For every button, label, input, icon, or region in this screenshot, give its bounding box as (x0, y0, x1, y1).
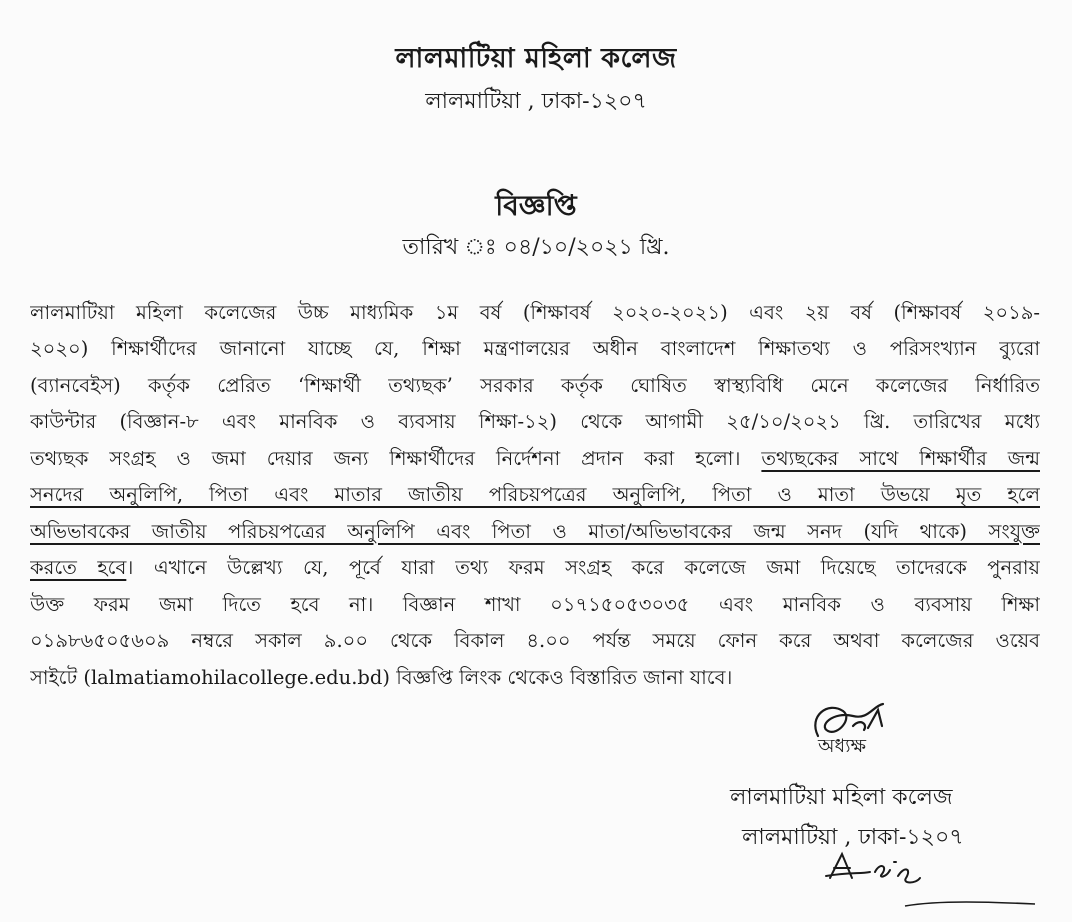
body-line (30, 441, 1040, 477)
body-line (30, 331, 1040, 367)
body-line (30, 295, 1040, 331)
underlined-text: অভিভাবকের জাতীয় পরিচয়পত্রের অনুলিপি এবং পিতা ও মাতা/অভিভাবকের জন্ম সনদ (যদি থাকে) সংযুক্ত (30, 519, 1040, 543)
body-text-segment: সাইটে (lalmatiamohilacollege.edu.bd) বিজ্ঞপ্তি লিংক থেকেও বিস্তারিত জানা যাবে। (30, 665, 733, 689)
body-text-segment: কাউন্টার (বিজ্ঞান-৮ এবং মানবিক ও ব্যবসায় শিক্ষা-১২) থেকে আগামী ২৫/১০/২০২১ খ্রি. তারিখের মধ্যে (30, 410, 1040, 434)
body-text-segment: ২০২০) শিক্ষার্থীদের জানানো যাচ্ছে যে, শিক্ষা মন্ত্রণালয়ের অধীন বাংলাদেশ শিক্ষাতথ্য ও পরিসংখ্যান ব্যুরো (30, 337, 1040, 361)
notice-title: বিজ্ঞপ্তি (495, 189, 577, 222)
notice-body (30, 295, 1040, 696)
body-text-segment: লালমাটিয়া মহিলা কলেজের উচ্চ মাধ্যমিক ১ম বর্ষ (শিক্ষাবর্ষ ২০২০-২০২১) এবং ২য় বর্ষ (শিক্ষাবর্ষ ২০১৯- (30, 301, 1040, 324)
body-line (30, 550, 1040, 586)
underlined-text: সনদের অনুলিপি, পিতা এবং মাতার জাতীয় পরিচয়পত্রের অনুলিপি, পিতা ও মাতা উভয়ে মৃত হলে (30, 483, 1040, 507)
body-text-segment: তথ্যছক সংগ্রহ ও জমা দেয়ার জন্য শিক্ষার্থীদের নির্দেশনা প্রদান করা হলো। (30, 446, 762, 470)
signatory-college: লালমাটিয়া মহিলা কলেজ (730, 785, 953, 810)
college-name: লালমাটিয়া মহিলা কলেজ (395, 43, 677, 74)
body-line (30, 477, 1040, 513)
body-line (30, 514, 1040, 550)
body-text-segment: । এখানে উল্লেখ্য যে, পূর্বে যারা তথ্য ফরম সংগ্রহ করে কলেজে জমা দিয়েছে তাদেরকে পুনরায় (126, 556, 1040, 580)
signatory-role: অধ্যক্ষ (818, 735, 867, 757)
body-line (30, 587, 1040, 623)
signatory-address: লালমাটিয়া , ঢাকা-১২০৭ (742, 825, 964, 850)
body-line (30, 660, 1040, 696)
underlined-text: তথ্যছকের সাথে শিক্ষার্থীর জন্ম (761, 446, 1040, 470)
body-line (30, 368, 1040, 404)
underlined-text: করতে হবে (30, 556, 127, 580)
handwritten-initials-and-date (820, 848, 1040, 922)
body-text-segment: ০১৯৮৬৫০৫৬০৯ নম্বরে সকাল ৯.০০ থেকে বিকাল ৪.০০ পর্যন্ত সময়ে ফোন করে অথবা কলেজের ওয়েব (30, 629, 1040, 653)
body-text-segment: উক্ত ফরম জমা দিতে হবে না। বিজ্ঞান শাখা ০১৭১৫০৫৩০৩৫ এবং মানবিক ও ব্যবসায় শিক্ষা (30, 592, 1040, 616)
body-text-segment: (ব্যানবেইস) কর্তৃক প্রেরিত ‘শিক্ষার্থী তথ্যছক’ সরকার কর্তৃক ঘোষিত স্বাস্থ্যবিধি মেনে কলেজের নির্ধারিত (30, 373, 1040, 397)
college-address: লালমাটিয়া , ঢাকা-১২০৭ (425, 89, 647, 114)
body-line (30, 623, 1040, 659)
notice-date: তারিখ ঃ ০৪/১০/২০২১ খ্রি. (402, 235, 670, 260)
body-line (30, 404, 1040, 440)
